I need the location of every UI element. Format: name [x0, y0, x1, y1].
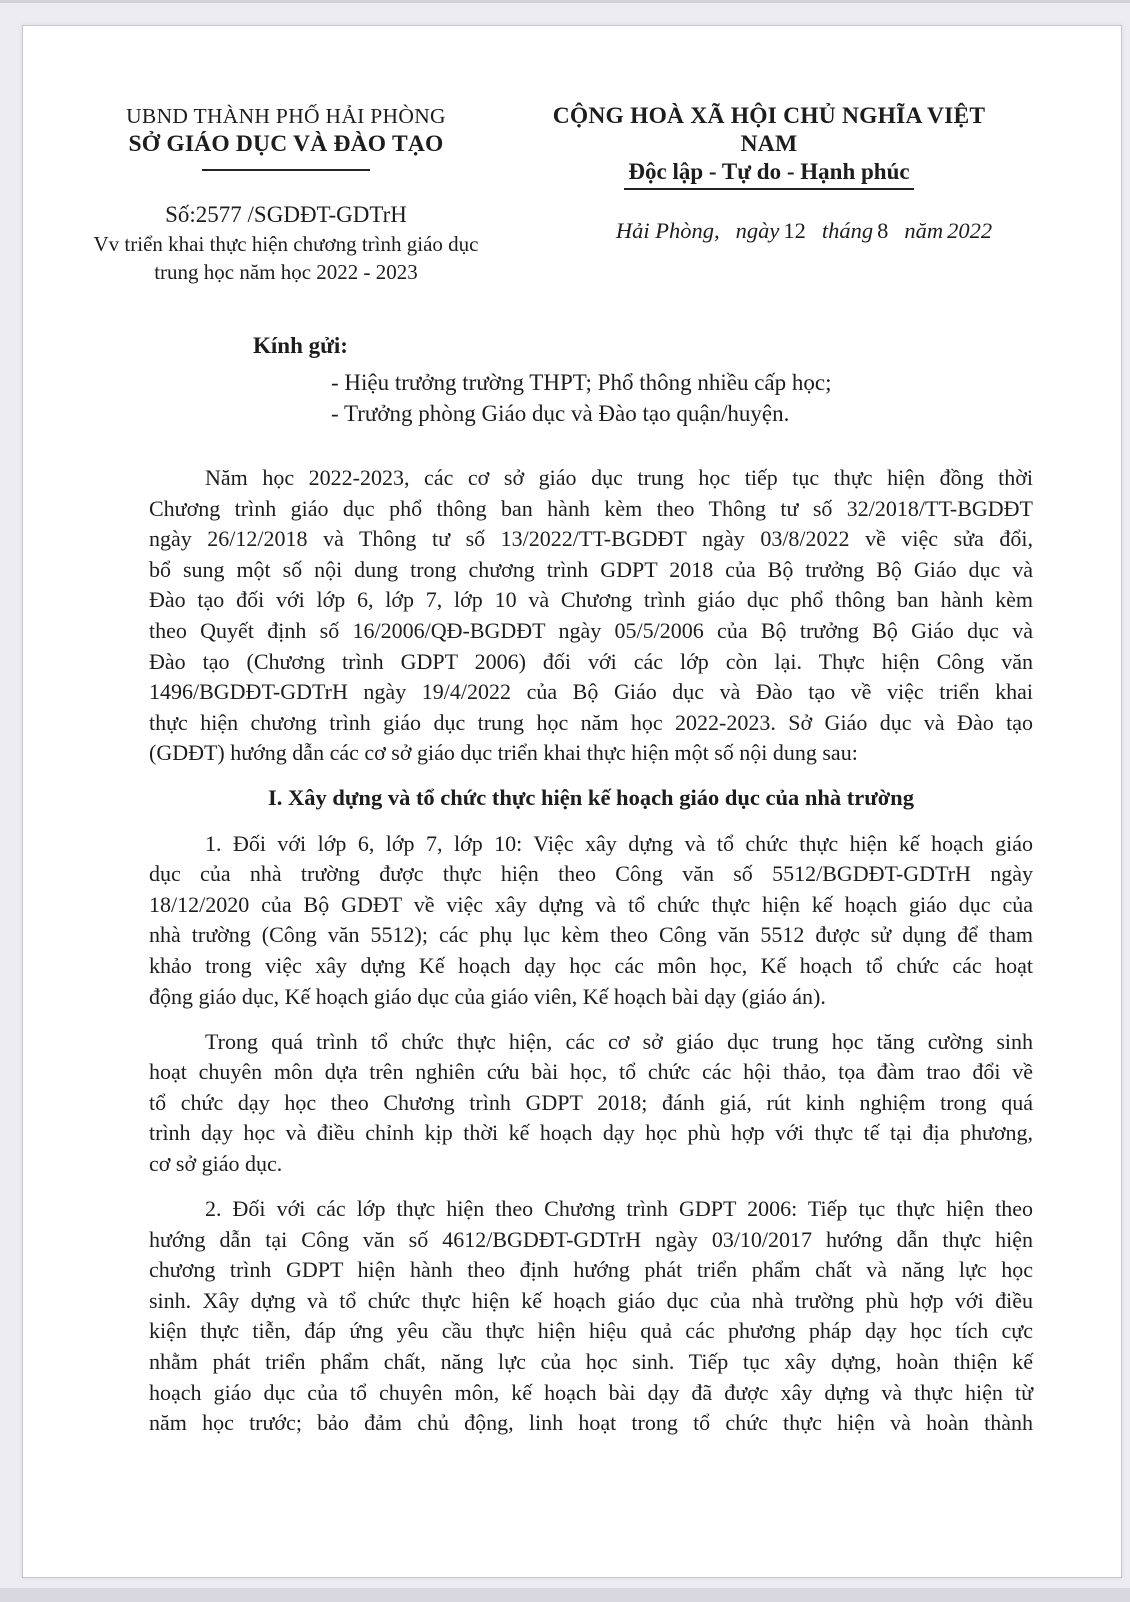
text-line: năm học trước; bảo đảm chủ động, linh hoạt trong tổ chức thực hiện và hoàn thành — [149, 1410, 1033, 1436]
document-page — [22, 25, 1122, 1578]
dateline-year: 2022 — [947, 218, 993, 243]
text-line: động giáo dục, Kế hoạch giáo dục của giáo viên, Kế hoạch bài dạy (giáo án). — [149, 983, 826, 1009]
recipients-label: Kính gửi: — [253, 333, 348, 358]
text-line: 2. Đối với các lớp thực hiện theo Chương trình GDPT 2006: Tiếp tục thực hiện theo — [205, 1196, 1033, 1222]
dateline — [593, 216, 1015, 246]
dateline-month-label: tháng — [821, 218, 874, 243]
recipient-items — [331, 368, 831, 429]
text-line: (GDĐT) hướng dẫn các cơ sở giáo dục triển khai thực hiện một số nội dung sau: — [149, 740, 858, 766]
text-line: hoạch giáo dục của tổ chuyên môn, kế hoạch bài dạy đã được xây dựng và thực hiện từ — [149, 1379, 1033, 1405]
text-line: 1. Đối với lớp 6, lớp 7, lớp 10: Việc xây dựng và tổ chức thực hiện kế hoạch giáo — [205, 830, 1033, 856]
national-header — [523, 102, 1015, 246]
org-underline — [61, 158, 511, 176]
recipient-item: - Trưởng phòng Giáo dục và Đào tạo quận/huyện. — [331, 400, 790, 426]
dateline-day: 12 — [783, 218, 806, 243]
independence-motto-wrap — [523, 158, 1015, 190]
scan-top-edge — [0, 0, 1130, 3]
text-line: ngày 26/12/2018 và Thông tư số 13/2022/TT-BGDĐT ngày 03/8/2022 về việc sửa đổi, — [149, 526, 1033, 552]
text-line: Đào tạo đối với lớp 6, lớp 7, lớp 10 và Chương trình giáo dục phổ thông ban hành kèm — [149, 587, 1033, 613]
text-line: hoạt chuyên môn dựa trên nghiên cứu bài học, tổ chức các hội thảo, tọa đàm trao đổi về — [149, 1059, 1033, 1085]
text-line: nhà trường (Công văn 5512); các phụ lục kèm theo Công văn 5512 được sử dụng để tham — [149, 922, 1033, 948]
text-line: kiện thực tiễn, đáp ứng yêu cầu thực hiện hiệu quả các phương pháp dạy học tích cực — [149, 1318, 1033, 1344]
text-line: nhằm phát triển phẩm chất, năng lực của học sinh. Tiếp tục xây dựng, hoàn thiện kế — [149, 1349, 1033, 1375]
text-line: bổ sung một số nội dung trong chương trình GDPT 2018 của Bộ trưởng Bộ Giáo dục và — [149, 556, 1033, 582]
text-line: sinh. Xây dựng và tổ chức thực hiện kế hoạch giáo dục của nhà trường phù hợp với điều — [149, 1287, 1033, 1313]
text-line: cơ sở giáo dục. — [149, 1150, 283, 1176]
paragraph — [149, 1027, 1033, 1180]
text-line: 1496/BGDĐT-GDTrH ngày 19/4/2022 của Bộ Giáo dục và Đào tạo về việc triển khai — [149, 679, 1033, 705]
parent-org-name: UBND THÀNH PHỐ HẢI PHÒNG — [126, 104, 446, 128]
org-name: SỞ GIÁO DỤC VÀ ĐÀO TẠO — [128, 131, 444, 157]
text-line: trình dạy học và điều chỉnh kịp thời kế hoạch dạy học phù hợp với thực tế tại địa phương, — [149, 1120, 1033, 1146]
text-line: hướng dẫn tại Công văn số 4612/BGDĐT-GDTrH ngày 03/10/2017 hướng dẫn thực hiện — [149, 1226, 1033, 1252]
text-line: tổ chức dạy học theo Chương trình GDPT 2018; đánh giá, rút kinh nghiệm trong quá — [149, 1089, 1033, 1115]
text-line: thực hiện chương trình giáo dục trung học năm học 2022-2023. Sở Giáo dục và Đào tạo — [149, 709, 1033, 735]
dateline-year-label: năm — [904, 218, 944, 243]
dateline-day-label: ngày — [735, 218, 780, 243]
dateline-place: Hải Phòng, — [615, 218, 720, 243]
dateline-month: 8 — [877, 218, 889, 243]
paragraph — [149, 463, 1033, 769]
text-line: Đào tạo (Chương trình GDPT 2006) đối với các lớp còn lại. Thực hiện Công văn — [149, 648, 1033, 674]
text-line: dục của nhà trường được thực hiện theo Công văn số 5512/BGDĐT-GDTrH ngày — [149, 861, 1033, 887]
doc-subject-line-1: Vv triển khai thực hiện chương trình giáo dục — [93, 232, 479, 256]
text-line: Chương trình giáo dục phổ thông ban hành kèm theo Thông tư số 32/2018/TT-BGDĐT — [149, 495, 1033, 521]
doc-subject-line-2: trung học năm học 2022 - 2023 — [154, 260, 418, 284]
doc-body — [149, 463, 1033, 1439]
issuer-header — [61, 102, 511, 286]
doc-number: Số:2577 /SGDĐT-GDTrH — [165, 202, 407, 227]
paragraph — [149, 829, 1033, 1013]
text-line: chương trình GDPT hiện hành theo định hướng phát triển phẩm chất và năng lực học — [149, 1257, 1033, 1283]
independence-motto: Độc lập - Tự do - Hạnh phúc — [624, 158, 913, 190]
section-heading: I. Xây dựng và tổ chức thực hiện kế hoạch giáo dục của nhà trường — [268, 785, 914, 811]
paragraph — [149, 1194, 1033, 1439]
recipients-block — [253, 331, 831, 429]
national-motto: CỘNG HOÀ XÃ HỘI CHỦ NGHĨA VIỆT NAM — [552, 103, 986, 157]
scan-bottom-edge — [0, 1588, 1130, 1602]
text-line: khảo trong việc xây dựng Kế hoạch dạy học các môn học, Kế hoạch tổ chức các hoạt — [149, 952, 1033, 978]
text-line: Năm học 2022-2023, các cơ sở giáo dục trung học tiếp tục thực hiện đồng thời — [205, 465, 1033, 490]
text-line: theo Quyết định số 16/2006/QĐ-BGDĐT ngày 05/5/2006 của Bộ trưởng Bộ Giáo dục và — [149, 617, 1033, 643]
recipient-item: - Hiệu trưởng trường THPT; Phổ thông nhiều cấp học; — [331, 370, 832, 395]
text-line: Trong quá trình tổ chức thực hiện, các cơ sở giáo dục trung học tăng cường sinh — [205, 1028, 1033, 1054]
text-line: 18/12/2020 của Bộ GDĐT về việc xây dựng và tổ chức thực hiện kế hoạch giáo dục của — [149, 891, 1033, 917]
